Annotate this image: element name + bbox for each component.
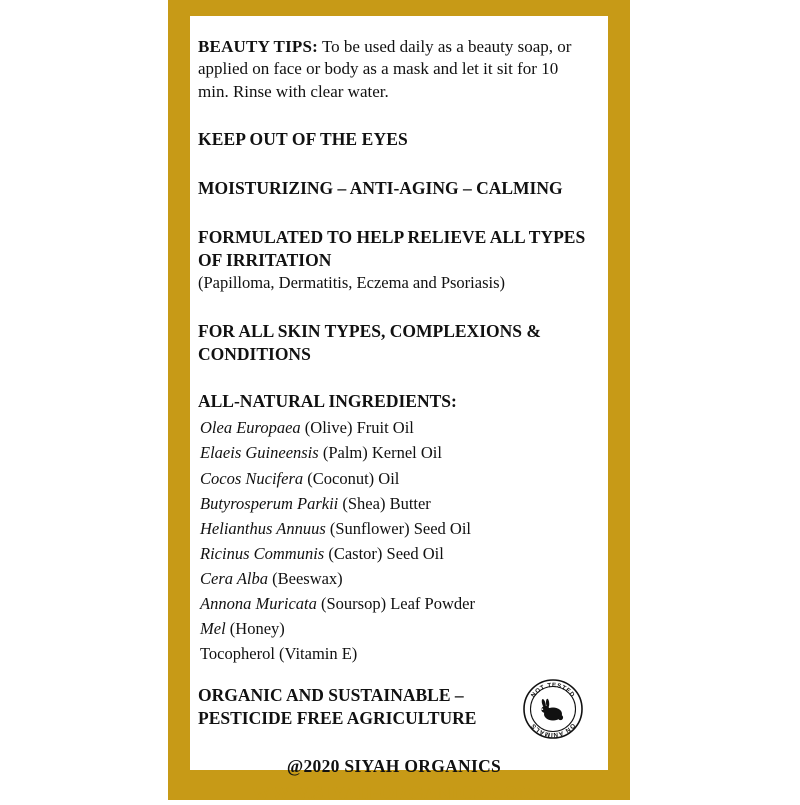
ingredient-item — [198, 466, 590, 491]
ingredient-common-name: (Coconut) Oil — [303, 468, 400, 488]
ingredients-title: ALL-NATURAL INGREDIENTS: — [198, 391, 457, 412]
ingredient-common-name: (Olive) Fruit Oil — [300, 418, 414, 438]
ingredient-common-name: (Castor) Seed Oil — [324, 543, 444, 563]
beauty-tips-label: BEAUTY TIPS: — [198, 37, 319, 56]
copyright-line: @2020 SIYAH ORGANICS — [286, 756, 502, 777]
ingredients-list — [198, 415, 590, 666]
ingredient-common-name: (Beeswax) — [268, 568, 343, 588]
relief-conditions: (Papilloma, Dermatitis, Eczema and Psoriasis) — [198, 273, 506, 293]
ingredient-latin-name: Annona Muricata — [200, 593, 317, 613]
ingredient-latin-name: Ricinus Communis — [200, 543, 325, 563]
ingredient-item — [198, 616, 590, 641]
beauty-tips-block — [198, 36, 590, 103]
ingredient-common-name: (Palm) Kernel Oil — [318, 443, 442, 463]
ingredient-latin-name: Helianthus Annuus — [200, 518, 326, 538]
ingredient-latin-name: Butyrosperum Parkii — [200, 493, 339, 513]
ingredient-item — [198, 415, 590, 440]
ingredient-item — [198, 641, 590, 666]
website-link[interactable]: WWW.SIYAH-ORGANICS.COM — [251, 783, 537, 805]
ingredient-latin-name: Elaeis Guineensis — [200, 443, 319, 463]
ingredient-item — [198, 516, 590, 541]
ingredient-latin-name: Olea Europaea — [200, 418, 301, 438]
ingredient-item — [198, 491, 590, 516]
relief-heading: FORMULATED TO HELP RELIEVE ALL TYPES OF IRRITATION — [198, 226, 586, 270]
ingredient-common-name: (Honey) — [225, 619, 285, 638]
organic-statement: ORGANIC AND SUSTAINABLE – PESTICIDE FREE AGRICULTURE — [198, 685, 477, 728]
ingredient-common-name: (Shea) Butter — [338, 493, 431, 513]
benefits-line: MOISTURIZING – ANTI-AGING – CALMING — [198, 178, 563, 199]
beauty-tips-text: To be used daily as a beauty soap, or applied on face or body as a mask and let it sit for 10 min. Rinse with clear water. — [198, 37, 572, 101]
organic-row — [198, 684, 590, 738]
gold-bar-left — [168, 0, 190, 800]
ingredient-item — [198, 566, 590, 591]
ingredient-common-name: (Sunflower) Seed Oil — [325, 518, 472, 538]
svg-text:ON ANIMALS: ON ANIMALS — [529, 721, 577, 739]
ingredient-item — [198, 591, 590, 616]
ingredients-block — [198, 391, 590, 666]
ingredient-item — [198, 440, 590, 465]
ingredient-common-name: Tocopherol (Vitamin E) — [200, 644, 358, 664]
ingredient-latin-name: Cera Alba — [200, 568, 268, 588]
not-tested-on-animals-seal-icon — [522, 678, 584, 740]
skin-types-line: FOR ALL SKIN TYPES, COMPLEXIONS & CONDITIONS — [198, 320, 541, 364]
ingredient-common-name: (Soursop) Leaf Powder — [316, 593, 475, 613]
label-content — [190, 16, 608, 805]
ingredient-latin-name: Cocos Nucifera — [200, 468, 304, 488]
ingredient-latin-name: Mel — [200, 619, 226, 638]
svg-text:NOT TESTED: NOT TESTED — [529, 682, 577, 700]
relief-block — [198, 226, 590, 294]
gold-bar-top — [168, 0, 630, 16]
gold-bar-right — [608, 0, 630, 800]
eye-warning: KEEP OUT OF THE EYES — [198, 129, 408, 150]
footer — [198, 756, 590, 805]
ingredient-item — [198, 541, 590, 566]
